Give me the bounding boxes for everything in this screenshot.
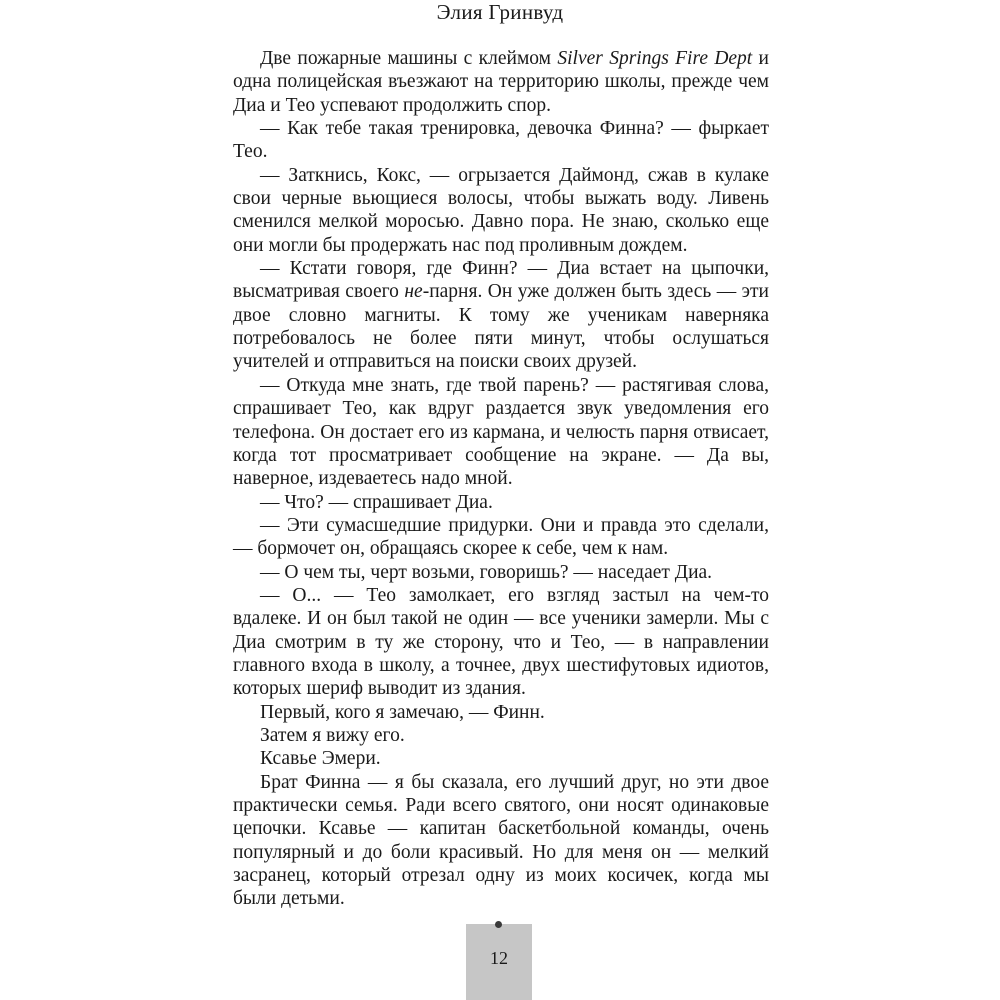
paragraph-text: Брат Финна — я бы сказала, его лучший друг, но эти двое практически семья. Ради всего святого, они носят одинаковые цепочки. Ксавье — капитан баскетбольной команды, очень популярный и до боли красивый. Но для меня он — мелкий засранец, который отрезал одну из моих косичек, когда мы были детьми. [233, 771, 769, 910]
paragraph [233, 374, 769, 491]
paragraph-text: — О чем ты, черт возьми, говоришь? — наседает Диа. [260, 561, 713, 583]
paragraph-text: — Откуда мне знать, где твой парень? — растягивая слова, спрашивает Тео, как вдруг раздается звук уведомления его телефона. Он достает его из кармана, и челюсть парня отвисает, когда тот просматривает сообщение на экране. — Да вы, наверное, издеваетесь надо мной. [233, 374, 769, 490]
paragraph-text: Ксавье Эмери. [260, 748, 381, 770]
page-number: 12 [490, 948, 508, 968]
paragraph [233, 724, 769, 747]
paragraph-text: — Заткнись, Кокс, — огрызается Даймонд, сжав в кулаке свои черные вьющиеся волосы, чтобы выжать воду. Ливень сменился мелкой моросью. Давно пора. Не знаю, сколько еще они могли бы продержать нас под проливным дождем. [233, 164, 769, 256]
paragraph-text: — Кстати говоря, где Финн? — Диа встает на цыпочки, высматривая своего [233, 258, 769, 303]
paragraph-text: — Как тебе такая тренировка, девочка Финна? — фыркает Тео. [233, 118, 769, 163]
paragraph [233, 514, 769, 561]
paragraph-text: — О... — Тео замолкает, его взгляд застыл на чем-то вдалеке. И он был такой не один — все ученики замерли. Мы с Диа смотрим в ту же сторону, что и Тео, — в направлении главного входа в школу, а точнее, двух шестифутовых идиотов, которых шериф выводит из здания. [233, 584, 769, 700]
paragraph [233, 491, 769, 514]
paragraph [233, 584, 769, 701]
emphasis-text: Silver Springs Fire Dept [557, 48, 753, 69]
paragraph [233, 47, 769, 117]
body-text [233, 47, 769, 911]
paragraph [233, 117, 769, 164]
running-header-author: Элия Гринвуд [436, 0, 564, 24]
paragraph-text: Затем я вижу его. [260, 724, 405, 746]
paragraph [233, 164, 769, 257]
paragraph [233, 561, 769, 584]
paragraph-text: Первый, кого я замечаю, — Финн. [260, 701, 545, 723]
paragraph-text: — Что? — спрашивает Диа. [260, 491, 493, 513]
emphasis-text: не [404, 281, 423, 303]
paragraph [233, 747, 769, 770]
paragraph-text: Две пожарные машины с клеймом [260, 48, 558, 69]
paragraph [233, 257, 769, 374]
paragraph [233, 701, 769, 724]
paragraph-text: и одна полицейская въезжают на территорию школы, прежде чем Диа и Тео успевают продолжить спор. [233, 48, 769, 116]
paragraph-text: — Эти сумасшедшие придурки. Они и правда это сделали, — бормочет он, обращаясь скорее к себе, чем к нам. [233, 514, 769, 560]
pin-icon [495, 921, 502, 928]
paragraph [233, 771, 769, 911]
paragraph-text: -парня. Он уже должен быть здесь — эти двое словно магниты. К тому же ученикам наверняка потребовалось не более пяти минут, чтобы ослушаться учителей и отправиться на поиски своих друзей. [233, 281, 769, 373]
